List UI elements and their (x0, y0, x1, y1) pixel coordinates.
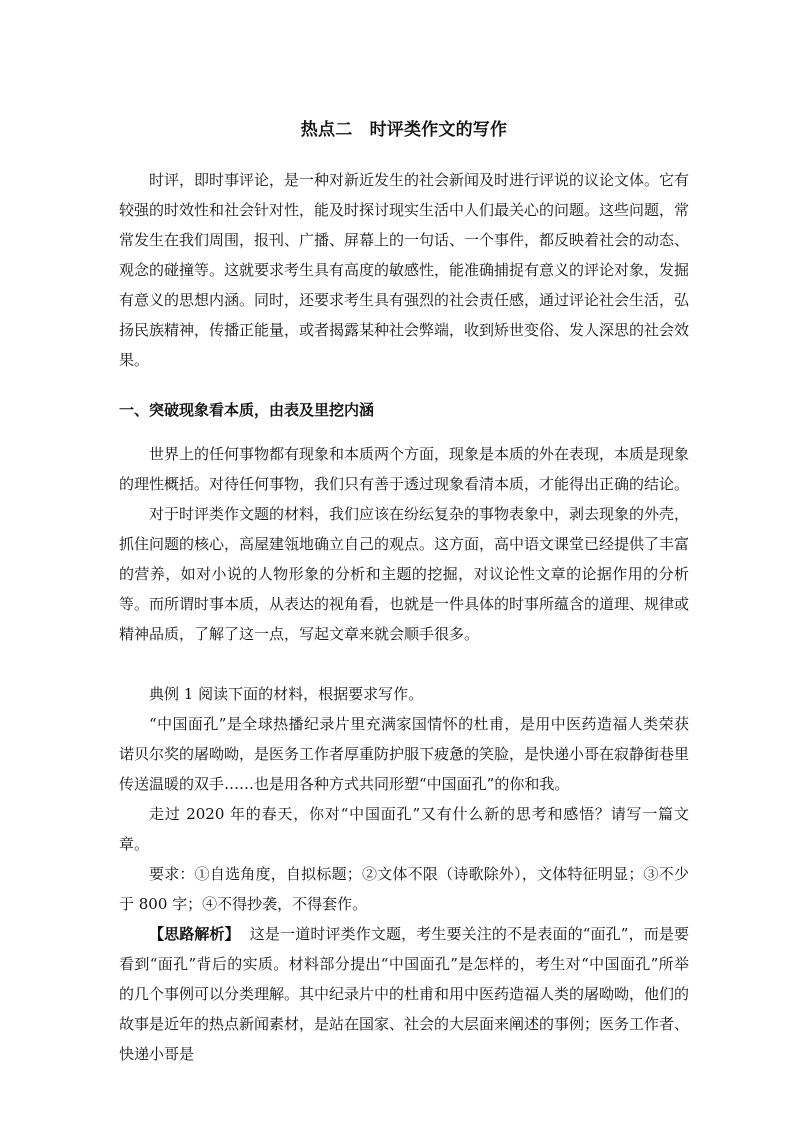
example-prompt: 走过 2020 年的春天，你对“中国面孔”又有什么新的思考和感悟？请写一篇文章。 (119, 805, 689, 853)
intro-paragraph: 时评，即时事评论，是一种对新近发生的社会新闻及时进行评说的议论文体。它有较强的时效性和社会针对性，能及时探讨现实生活中人们最关心的问题。这些问题，常常发生在我们周围，报刊、广播、屏幕上的一句话、一个事件，都反映着社会的动态、观念的碰撞等。这就要求考生具有高度的敏感性，能准确捕捉有意义的评论对象，发掘有意义的思想内涵。同时，还要求考生具有强烈的社会责任感，通过评论社会生活，弘扬民族精神，传播正能量，或者揭露某种社会弊端，收到矫世变俗、发人深思的社会效果。 (119, 171, 690, 369)
analysis-paragraph (119, 919, 689, 1069)
example-material: “中国面孔”是全球热播纪录片里充满家国情怀的杜甫，是用中医药造福人类荣获诺贝尔奖的屠呦呦，是医务工作者厚重防护服下疲惫的笑脸，是快递小哥在寂静街巷里传送温暖的双手……也是用各种方式共同形塑“中国面孔”的你和我。 (119, 715, 690, 793)
section-1-paragraph-1: 世界上的任何事物都有现象和本质两个方面，现象是本质的外在表现，本质是现象的理性概括。对待任何事物，我们只有善于透过现象看清本质，才能得出正确的结论。 (119, 445, 690, 493)
example-intro: 典例 1 阅读下面的材料，根据要求写作。 (149, 685, 424, 703)
example-requirements: 要求：①自选角度，自拟标题；②文体不限（诗歌除外），文体特征明显；③不少于 800 字；④不得抄袭，不得套作。 (119, 865, 689, 913)
analysis-label: 【思路解析】 (149, 925, 240, 943)
section-1-paragraph-2: 对于时评类作文题的材料，我们应该在纷纭复杂的事物表象中，剥去现象的外壳，抓住问题的核心，高屋建瓴地确立自己的观点。这方面，高中语文课堂已经提供了丰富的营养，如对小说的人物形象的分析和主题的挖掘，对议论性文章的论据作用的分析等。而所谓时事本质，从表达的视角看，也就是一件具体的时事所蕴含的道理、规律或精神品质，了解了这一点，写起文章来就会顺手很多。 (119, 505, 690, 643)
document-content (119, 118, 689, 1069)
analysis-text: 这是一道时评类作文题，考生要关注的不是表面的“面孔”，而是要看到“面孔”背后的实质。材料部分提出“中国面孔”是怎样的，考生对“中国面孔”所举的几个事例可以分类理解。其中纪录片中的杜甫和用中医药造福人类的屠呦呦，他们的故事是近年的热点新闻素材，是站在国家、社会的大层面来阐述的事例；医务工作者、快递小哥是 (119, 925, 690, 1063)
section-heading-1: 一、突破现象看本质，由表及里挖内涵 (119, 401, 375, 419)
page-title: 热点二 时评类作文的写作 (300, 120, 508, 140)
